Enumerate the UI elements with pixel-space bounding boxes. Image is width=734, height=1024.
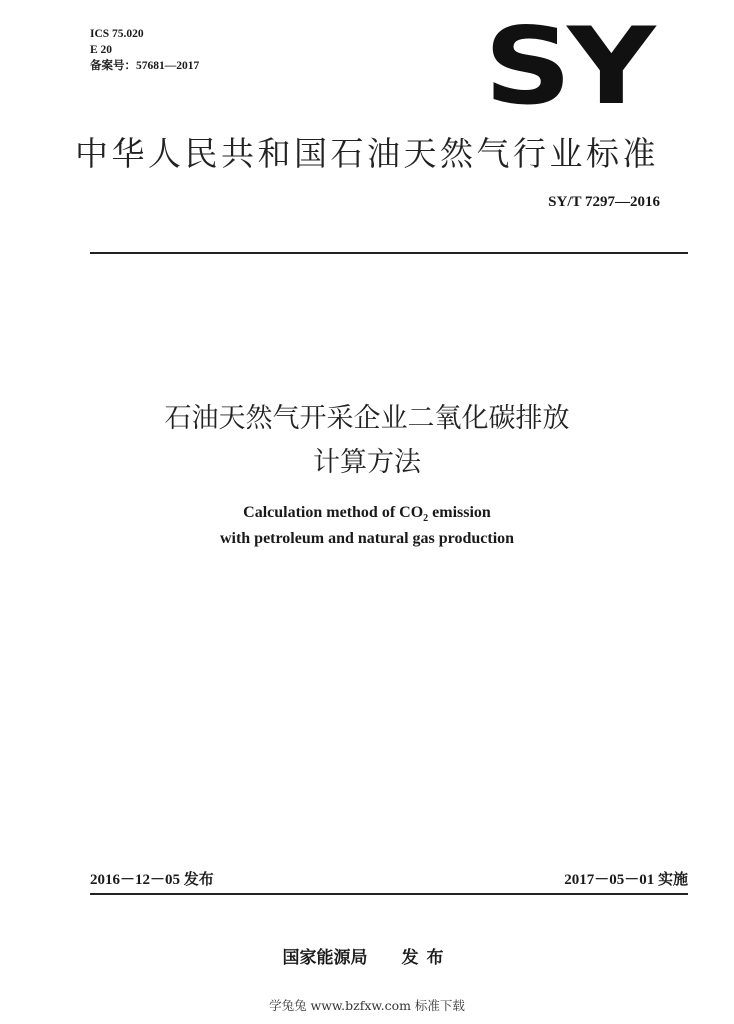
bottom-divider bbox=[90, 893, 688, 895]
title-en-subscript: 2 bbox=[423, 513, 429, 525]
issuer-name: 国家能源局 bbox=[282, 948, 368, 968]
ics-code: ICS 75.020 bbox=[90, 28, 144, 40]
standard-type-heading: 中华人民共和国石油天然气行业标准 bbox=[75, 134, 659, 173]
title-en-suffix: emission bbox=[428, 504, 491, 521]
title-en-line1 bbox=[0, 504, 734, 524]
classification-code: E 20 bbox=[90, 44, 113, 56]
top-divider bbox=[90, 252, 688, 254]
title-en-prefix: Calculation method of CO bbox=[243, 504, 424, 521]
sy-logo: SY bbox=[484, 5, 651, 128]
filing-number: 备案号：57681—2017 bbox=[90, 60, 200, 72]
title-cn-line1: 石油天然气开采企业二氧化碳排放 bbox=[164, 403, 570, 434]
title-en-line2: with petroleum and natural gas production bbox=[219, 530, 515, 547]
issue-date: 2016－12－05 发布 bbox=[90, 872, 214, 888]
issuer-action: 发布 bbox=[401, 948, 452, 968]
footer-watermark: 学兔兔 www.bzfxw.com 标准下载 bbox=[269, 998, 465, 1013]
title-cn-line2: 计算方法 bbox=[313, 447, 421, 478]
effective-date: 2017－05－01 实施 bbox=[564, 872, 688, 888]
standard-number: SY/T 7297—2016 bbox=[548, 194, 660, 210]
issuer-line bbox=[0, 943, 734, 968]
